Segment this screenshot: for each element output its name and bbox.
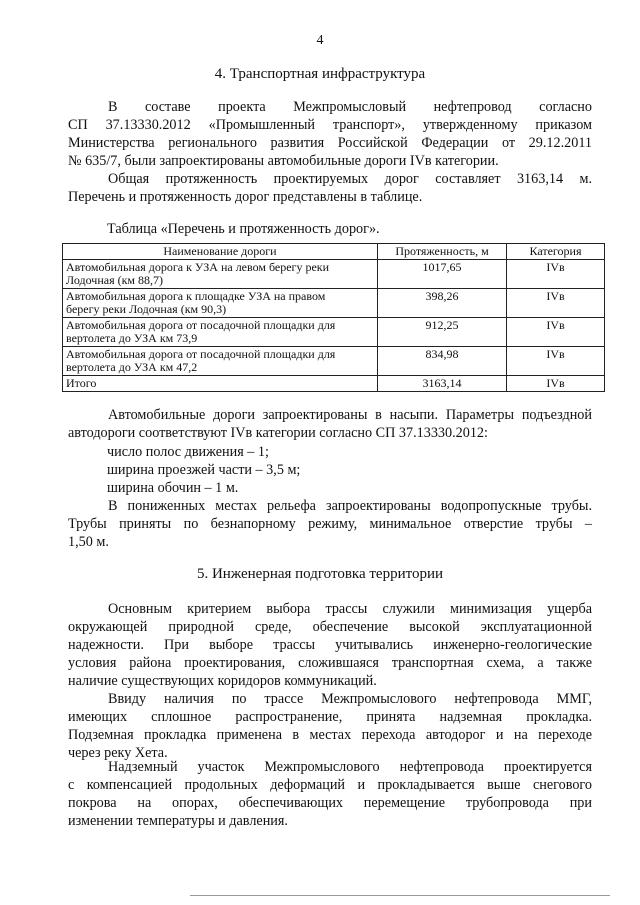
table-total-row (63, 376, 605, 392)
section4-paragraph-4 (68, 497, 592, 551)
road-name-cell: Автомобильная дорога к площадке УЗА на правом берегу реки Лодочная (км 90,3) (63, 289, 378, 318)
text-line: изменении температуры и давления. (68, 813, 288, 829)
length-cell: 1017,65 (378, 260, 507, 289)
param-list-item: ширина проезжей части – 3,5 м; (107, 462, 301, 478)
text-line: Трубы приняты по безнапорному режиму, минимальное отверстие трубы – (68, 516, 592, 532)
text-line: с компенсацией продольных деформаций и прокладывается выше снегового (68, 777, 592, 793)
road-name-cell: Автомобильная дорога от посадочной площадки для вертолета до УЗА км 47,2 (63, 347, 378, 376)
param-list-item: ширина обочин – 1 м. (107, 480, 239, 496)
total-label-cell: Итого (63, 376, 378, 392)
text-line: через реку Хета. (68, 745, 168, 761)
header-length: Протяженность, м (378, 244, 507, 260)
page-number: 4 (316, 33, 324, 48)
text-line: Надземный участок Межпромыслового нефтепровода проектируется (108, 759, 592, 775)
text-line: окружающей природной среде, обеспечение высокой эксплуатационной (68, 619, 592, 635)
text-line: условия района проектирования, сложившаяся транспортная схема, а также (68, 655, 592, 671)
section4-paragraph-1 (68, 98, 592, 170)
total-length-cell: 3163,14 (378, 376, 507, 392)
table-row (63, 318, 605, 347)
text-line: Подземная прокладка применена в местах перехода автодорог и на переходе (68, 727, 592, 743)
text-line: Ввиду наличия по трассе Межпромыслового нефтепровода ММГ, (108, 691, 592, 707)
category-cell: IVв (507, 289, 605, 318)
param-list-item: число полос движения – 1; (107, 444, 269, 460)
text-line: надежности. При выборе трассы учитывались инженерно-геологические (68, 637, 592, 653)
text-line: Министерства регионального развития Российской Федерации от 29.12.2011 (68, 135, 592, 151)
table-row (63, 289, 605, 318)
text-line: имеющих сплошное распространение, принята надземная прокладка. (68, 709, 592, 725)
section5-paragraph-1 (68, 600, 592, 690)
page-bottom-edge (190, 895, 610, 896)
road-name-cell: Автомобильная дорога к УЗА на левом берегу реки Лодочная (км 88,7) (63, 260, 378, 289)
header-category: Категория (507, 244, 605, 260)
text-line: В пониженных местах рельефа запроектированы водопропускные трубы. (108, 498, 592, 514)
length-cell: 912,25 (378, 318, 507, 347)
table-header-row (63, 244, 605, 260)
text-line: автодороги соответствуют IVв категории согласно СП 37.13330.2012: (68, 425, 488, 441)
text-line: наличие существующих коридоров коммуникаций. (68, 673, 377, 689)
category-cell: IVв (507, 260, 605, 289)
text-line: Перечень и протяженность дорог представлены в таблице. (68, 189, 423, 205)
text-line: Основным критерием выбора трассы служили минимизация ущерба (108, 601, 592, 617)
text-line: 1,50 м. (68, 534, 109, 550)
text-line: № 635/7, были запроектированы автомобильные дороги IVв категории. (68, 153, 499, 169)
total-category-cell: IVв (507, 376, 605, 392)
table-row (63, 347, 605, 376)
section5-paragraph-3 (68, 758, 592, 830)
section4-paragraph-2 (68, 170, 592, 206)
category-cell: IVв (507, 347, 605, 376)
length-cell: 834,98 (378, 347, 507, 376)
category-cell: IVв (507, 318, 605, 347)
section5-heading: 5. Инженерная подготовка территории (196, 566, 444, 582)
text-line: В составе проекта Межпромысловый нефтепровод согласно (108, 99, 592, 115)
text-line: покрова на опорах, обеспечивающих перемещение трубопровода при (68, 795, 592, 811)
length-cell: 398,26 (378, 289, 507, 318)
text-line: СП 37.13330.2012 «Промышленный транспорт», утвержденному приказом (68, 117, 592, 133)
section4-paragraph-3 (68, 406, 592, 442)
road-name-cell: Автомобильная дорога от посадочной площадки для вертолета до УЗА км 73,9 (63, 318, 378, 347)
text-line: Общая протяженность проектируемых дорог составляет 3163,14 м. (108, 171, 592, 187)
section5-paragraph-2 (68, 690, 592, 762)
table-row (63, 260, 605, 289)
text-line: Автомобильные дороги запроектированы в насыпи. Параметры подъездной (108, 407, 592, 423)
section4-heading: 4. Транспортная инфраструктура (214, 66, 426, 82)
header-road-name: Наименование дороги (63, 244, 378, 260)
roads-table (62, 243, 605, 392)
table-caption: Таблица «Перечень и протяженность дорог». (107, 221, 380, 237)
